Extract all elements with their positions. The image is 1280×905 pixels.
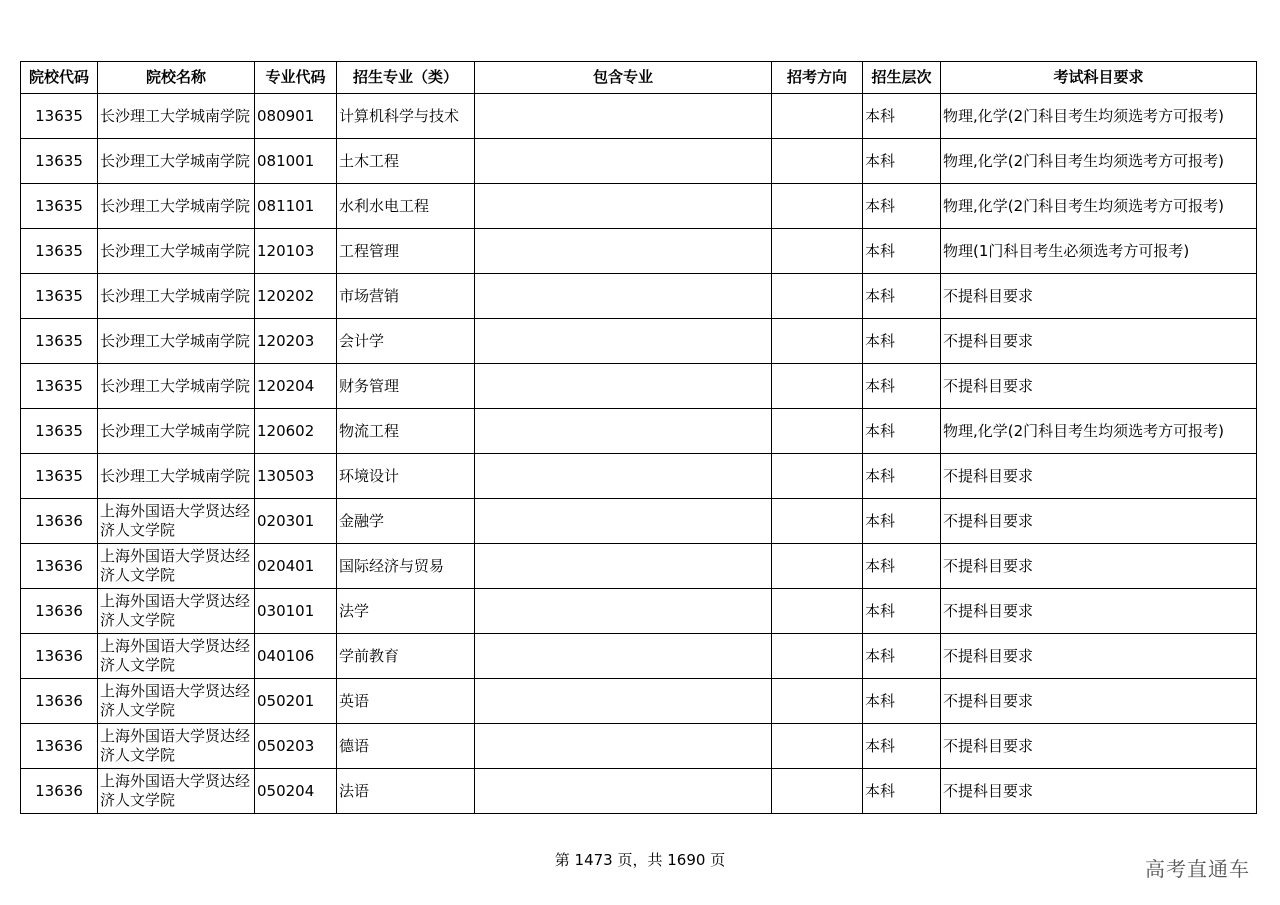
school-code-cell: 13635 [21,274,98,319]
direction-cell [772,229,863,274]
table-row [21,499,1257,544]
table-row [21,364,1257,409]
table-row [21,319,1257,364]
table-row [21,544,1257,589]
major-code-cell: 120202 [255,274,337,319]
included-majors-cell [475,274,772,319]
subject-requirement-cell: 不提科目要求 [941,454,1257,499]
school-code-cell: 13635 [21,364,98,409]
school-code-cell: 13635 [21,139,98,184]
included-majors-cell [475,409,772,454]
table-row [21,679,1257,724]
major-cell: 物流工程 [337,409,475,454]
subject-requirement-cell: 不提科目要求 [941,274,1257,319]
level-cell: 本科 [863,724,941,769]
school-code-cell: 13635 [21,184,98,229]
school-name-cell: 上海外国语大学贤达经济人文学院 [98,679,255,724]
school-code-cell: 13635 [21,454,98,499]
school-name-cell: 上海外国语大学贤达经济人文学院 [98,544,255,589]
header-direction: 招考方向 [772,62,863,94]
header-level: 招生层次 [863,62,941,94]
subject-requirement-cell: 物理(1门科目考生必须选考方可报考) [941,229,1257,274]
school-code-cell: 13635 [21,409,98,454]
subject-requirement-cell: 不提科目要求 [941,769,1257,814]
subject-requirement-cell: 不提科目要求 [941,499,1257,544]
major-cell: 计算机科学与技术 [337,94,475,139]
header-school-name: 院校名称 [98,62,255,94]
major-code-cell: 040106 [255,634,337,679]
direction-cell [772,544,863,589]
major-cell: 土木工程 [337,139,475,184]
table-row [21,184,1257,229]
subject-requirement-cell: 不提科目要求 [941,589,1257,634]
major-cell: 德语 [337,724,475,769]
level-cell: 本科 [863,769,941,814]
major-cell: 金融学 [337,499,475,544]
included-majors-cell [475,769,772,814]
table-row [21,769,1257,814]
level-cell: 本科 [863,454,941,499]
subject-requirement-cell: 不提科目要求 [941,364,1257,409]
major-code-cell: 120602 [255,409,337,454]
subject-requirement-cell: 物理,化学(2门科目考生均须选考方可报考) [941,184,1257,229]
header-row [21,62,1257,94]
major-cell: 水利水电工程 [337,184,475,229]
included-majors-cell [475,364,772,409]
included-majors-cell [475,319,772,364]
level-cell: 本科 [863,364,941,409]
major-code-cell: 030101 [255,589,337,634]
subject-requirement-cell: 不提科目要求 [941,319,1257,364]
major-cell: 国际经济与贸易 [337,544,475,589]
level-cell: 本科 [863,94,941,139]
school-name-cell: 上海外国语大学贤达经济人文学院 [98,589,255,634]
direction-cell [772,454,863,499]
direction-cell [772,184,863,229]
direction-cell [772,769,863,814]
table-row [21,139,1257,184]
level-cell: 本科 [863,409,941,454]
school-code-cell: 13636 [21,589,98,634]
major-code-cell: 120103 [255,229,337,274]
level-cell: 本科 [863,139,941,184]
level-cell: 本科 [863,679,941,724]
direction-cell [772,319,863,364]
school-name-cell: 长沙理工大学城南学院 [98,409,255,454]
admission-table [20,61,1257,814]
school-name-cell: 长沙理工大学城南学院 [98,319,255,364]
level-cell: 本科 [863,274,941,319]
school-code-cell: 13635 [21,229,98,274]
school-code-cell: 13636 [21,499,98,544]
level-cell: 本科 [863,544,941,589]
subject-requirement-cell: 不提科目要求 [941,724,1257,769]
header-major-code: 专业代码 [255,62,337,94]
major-cell: 财务管理 [337,364,475,409]
school-name-cell: 长沙理工大学城南学院 [98,364,255,409]
level-cell: 本科 [863,184,941,229]
school-code-cell: 13636 [21,679,98,724]
school-name-cell: 上海外国语大学贤达经济人文学院 [98,769,255,814]
included-majors-cell [475,94,772,139]
school-name-cell: 长沙理工大学城南学院 [98,184,255,229]
included-majors-cell [475,454,772,499]
major-code-cell: 080901 [255,94,337,139]
table-row [21,589,1257,634]
school-code-cell: 13636 [21,544,98,589]
direction-cell [772,724,863,769]
included-majors-cell [475,499,772,544]
school-name-cell: 上海外国语大学贤达经济人文学院 [98,499,255,544]
direction-cell [772,94,863,139]
header-major: 招生专业（类） [337,62,475,94]
included-majors-cell [475,139,772,184]
table-row [21,274,1257,319]
direction-cell [772,589,863,634]
subject-requirement-cell: 物理,化学(2门科目考生均须选考方可报考) [941,94,1257,139]
major-cell: 工程管理 [337,229,475,274]
school-name-cell: 长沙理工大学城南学院 [98,94,255,139]
included-majors-cell [475,679,772,724]
table-row [21,454,1257,499]
header-subject-requirement: 考试科目要求 [941,62,1257,94]
table-row [21,94,1257,139]
level-cell: 本科 [863,634,941,679]
school-code-cell: 13636 [21,724,98,769]
school-code-cell: 13635 [21,94,98,139]
subject-requirement-cell: 物理,化学(2门科目考生均须选考方可报考) [941,409,1257,454]
major-code-cell: 050204 [255,769,337,814]
major-code-cell: 120204 [255,364,337,409]
included-majors-cell [475,184,772,229]
major-cell: 法学 [337,589,475,634]
subject-requirement-cell: 物理,化学(2门科目考生均须选考方可报考) [941,139,1257,184]
major-cell: 会计学 [337,319,475,364]
school-name-cell: 长沙理工大学城南学院 [98,229,255,274]
major-cell: 学前教育 [337,634,475,679]
level-cell: 本科 [863,229,941,274]
page-footer: 第 1473 页，共 1690 页 [554,851,726,869]
major-code-cell: 050203 [255,724,337,769]
major-code-cell: 130503 [255,454,337,499]
table-row [21,634,1257,679]
table-row [21,409,1257,454]
subject-requirement-cell: 不提科目要求 [941,544,1257,589]
direction-cell [772,634,863,679]
header-school-code: 院校代码 [21,62,98,94]
school-name-cell: 长沙理工大学城南学院 [98,454,255,499]
school-code-cell: 13636 [21,634,98,679]
school-name-cell: 上海外国语大学贤达经济人文学院 [98,634,255,679]
major-code-cell: 120203 [255,319,337,364]
level-cell: 本科 [863,499,941,544]
included-majors-cell [475,724,772,769]
direction-cell [772,679,863,724]
major-code-cell: 050201 [255,679,337,724]
table-row [21,724,1257,769]
subject-requirement-cell: 不提科目要求 [941,634,1257,679]
school-code-cell: 13635 [21,319,98,364]
subject-requirement-cell: 不提科目要求 [941,679,1257,724]
included-majors-cell [475,589,772,634]
table-row [21,229,1257,274]
table-body [21,94,1257,814]
table-header [21,62,1257,94]
major-cell: 环境设计 [337,454,475,499]
school-name-cell: 长沙理工大学城南学院 [98,274,255,319]
major-cell: 市场营销 [337,274,475,319]
major-code-cell: 020401 [255,544,337,589]
school-name-cell: 长沙理工大学城南学院 [98,139,255,184]
level-cell: 本科 [863,589,941,634]
school-name-cell: 上海外国语大学贤达经济人文学院 [98,724,255,769]
major-code-cell: 081101 [255,184,337,229]
direction-cell [772,139,863,184]
major-cell: 英语 [337,679,475,724]
school-code-cell: 13636 [21,769,98,814]
level-cell: 本科 [863,319,941,364]
direction-cell [772,274,863,319]
included-majors-cell [475,229,772,274]
direction-cell [772,364,863,409]
watermark-logo-text: 高考直通车 [1145,857,1250,881]
direction-cell [772,499,863,544]
direction-cell [772,409,863,454]
major-code-cell: 020301 [255,499,337,544]
major-code-cell: 081001 [255,139,337,184]
major-cell: 法语 [337,769,475,814]
included-majors-cell [475,634,772,679]
header-included-majors: 包含专业 [475,62,772,94]
included-majors-cell [475,544,772,589]
